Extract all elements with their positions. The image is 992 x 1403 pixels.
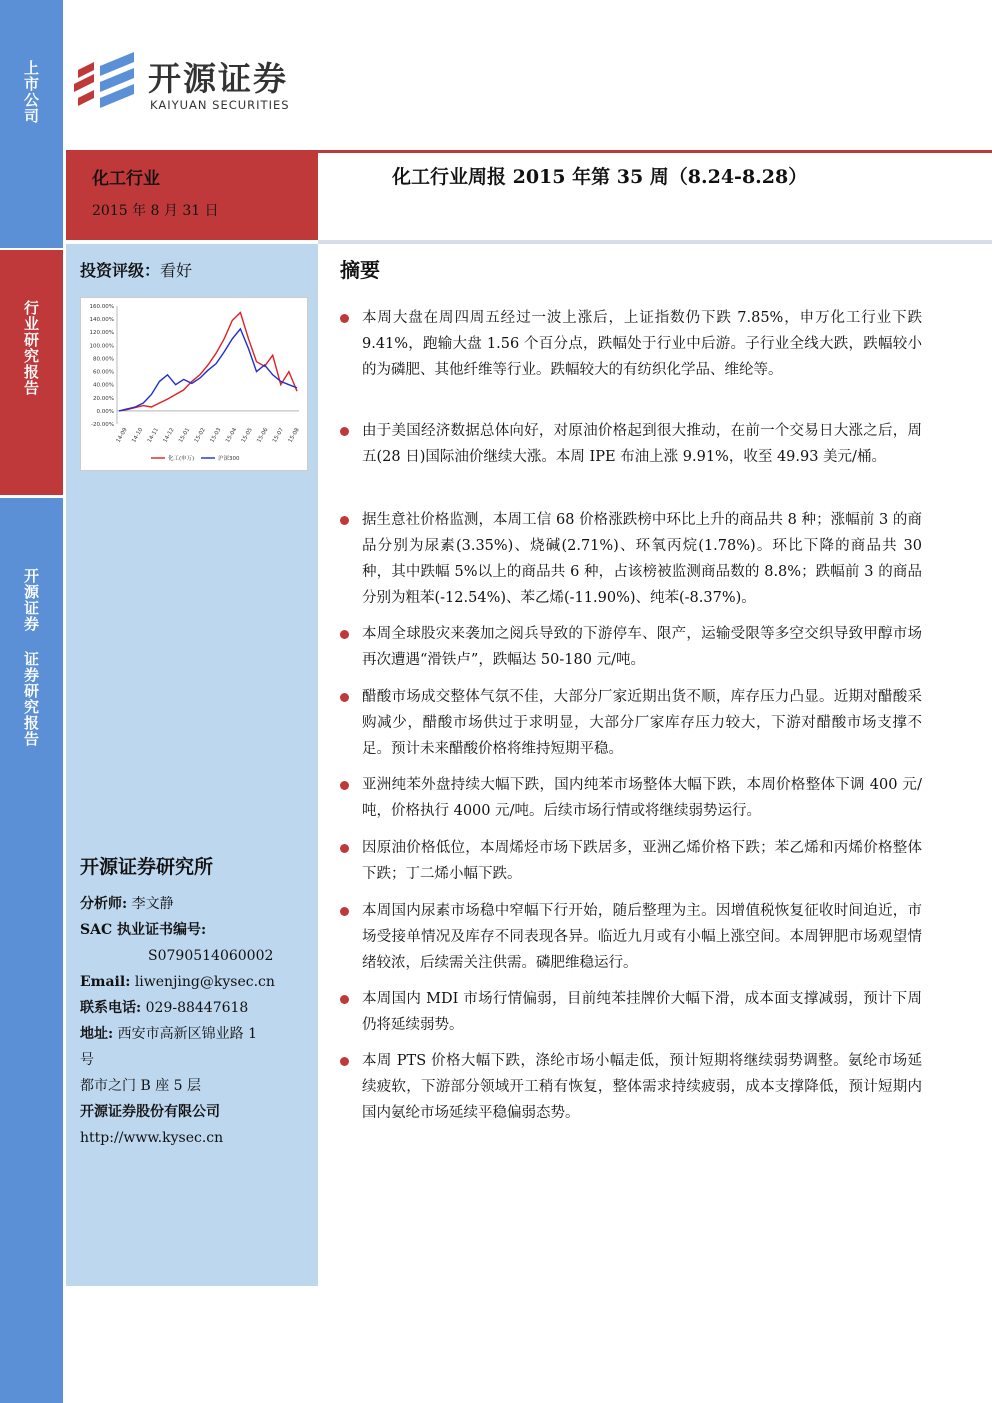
rating-label: 投资评级： xyxy=(80,261,161,280)
logo-chinese-name: 开源证券 xyxy=(148,59,288,98)
summary-bullet xyxy=(340,305,922,383)
summary-bullet xyxy=(340,507,922,611)
address-line1: 西安市高新区锦业路 1 xyxy=(117,1026,257,1042)
sac-label: SAC 执业证书编号: xyxy=(80,922,207,938)
summary-bullet xyxy=(340,986,922,1038)
x-tick-label: 15-08 xyxy=(287,427,301,444)
legend-label: 沪深300 xyxy=(218,456,240,462)
sac-row xyxy=(80,917,206,943)
x-tick-label: 14-11 xyxy=(146,427,161,444)
summary-bullet xyxy=(340,621,922,673)
logo-english-name: KAIYUAN SECURITIES xyxy=(150,98,290,112)
bullet-dot-icon xyxy=(340,907,349,916)
x-tick-label: 15-03 xyxy=(209,427,223,444)
performance-chart xyxy=(80,297,308,471)
institute-name: 开源证券研究所 xyxy=(80,856,214,878)
series-line xyxy=(119,313,297,411)
bullet-dot-icon xyxy=(340,844,349,853)
email-row xyxy=(80,969,275,995)
legend-label: 化工(申万) xyxy=(168,456,195,462)
x-tick-label: 14-12 xyxy=(162,427,176,444)
x-tick-label: 15-02 xyxy=(193,427,207,444)
y-tick-label: 60.00% xyxy=(93,369,114,376)
summary-bullet-text: 本周全球股灾来袭加之阅兵导致的下游停车、限产，运输受限等多空交织导致甲醇市场再次遭遇“滑铁卢”，跌幅达 50-180 元/吨。 xyxy=(362,626,922,668)
x-tick-label: 15-04 xyxy=(224,427,239,444)
analyst-row xyxy=(80,891,174,917)
email-value[interactable]: liwenjing@kysec.cn xyxy=(134,974,275,990)
email-label: Email: xyxy=(80,974,131,990)
address-row xyxy=(80,1021,257,1047)
company-name: 开源证券股份有限公司 xyxy=(80,1104,220,1120)
x-tick-label: 14-09 xyxy=(115,427,129,444)
report-title: 化工行业周报 2015 年第 35 周（8.24-8.28） xyxy=(392,166,808,188)
performance-chart-svg xyxy=(81,298,307,470)
summary-bullet xyxy=(340,898,922,976)
y-tick-label: 40.00% xyxy=(93,382,114,389)
industry-label: 化工行业 xyxy=(92,169,160,189)
website-link[interactable]: http://www.kysec.cn xyxy=(80,1130,224,1146)
side-tab-label: 开源证券 证券研究报告 xyxy=(22,568,40,747)
y-tick-label: 120.00% xyxy=(89,330,114,337)
x-tick-label: 14-10 xyxy=(131,427,145,444)
bullet-dot-icon xyxy=(340,781,349,790)
summary-bullet-text: 本周大盘在周四周五经过一波上涨后，上证指数仍下跌 7.85%，申万化工行业下跌 9.41%，跑输大盘 1.56 个百分点，跌幅处于行业中后游。子行业全线大跌，跌幅较小的为磷肥、其他纤维等行业。跌幅较大的有纺织化学品、维纶等。 xyxy=(362,310,922,378)
address-line3: 都市之门 B 座 5 层 xyxy=(80,1078,201,1094)
x-tick-label: 15-07 xyxy=(271,427,286,444)
summary-bullet xyxy=(340,418,922,470)
x-tick-label: 15-05 xyxy=(240,427,254,444)
summary-bullet-text: 本周国内尿素市场稳中窄幅下行开始，随后整理为主。因增值税恢复征收时间迫近，市场受接单情况及库存不同表现各异。临近九月或有小幅上涨空间。本周钾肥市场观望情绪较浓，后续需关注供需。磷肥维稳运行。 xyxy=(362,903,922,971)
series-line xyxy=(119,329,297,411)
summary-bullet-text: 因原油价格低位，本周烯烃市场下跌居多，亚洲乙烯价格下跌；苯乙烯和丙烯价格整体下跌；丁二烯小幅下跌。 xyxy=(362,840,922,882)
phone-row xyxy=(80,995,248,1021)
summary-bullet-text: 本周 PTS 价格大幅下跌，涤纶市场小幅走低，预计短期将继续弱势调整。氨纶市场延续疲软，下游部分领域开工稍有恢复，整体需求持续疲弱，成本支撑降低，预计短期内国内氨纶市场延续平稳偏弱态势。 xyxy=(362,1053,922,1121)
side-tab-securities-research xyxy=(0,498,63,1403)
y-tick-label: 140.00% xyxy=(89,317,114,324)
analyst-label: 分析师: xyxy=(80,896,128,912)
bullet-dot-icon xyxy=(340,427,349,436)
summary-title: 摘要 xyxy=(340,258,380,282)
summary-bullet xyxy=(340,684,922,762)
investment-rating xyxy=(80,258,192,281)
y-tick-label: 80.00% xyxy=(93,356,114,363)
header-bottom-rule xyxy=(318,240,992,244)
address-label: 地址: xyxy=(80,1026,114,1042)
y-tick-label: 0.00% xyxy=(96,408,114,415)
header-top-rule xyxy=(318,150,992,153)
report-date: 2015 年 8 月 31 日 xyxy=(92,203,219,219)
x-tick-label: 15-06 xyxy=(256,427,270,444)
bullet-dot-icon xyxy=(340,995,349,1004)
bullet-dot-icon xyxy=(340,516,349,525)
sac-number: S0790514060002 xyxy=(148,948,274,964)
bullet-dot-icon xyxy=(340,630,349,639)
summary-bullet-text: 醋酸市场成交整体气氛不佳，大部分厂家近期出货不顺，库存压力凸显。近期对醋酸采购减少，醋酸市场供过于求明显，大部分厂家库存压力较大，下游对醋酸市场支撑不足。预计未来醋酸价格将维持短期平稳。 xyxy=(362,689,922,757)
side-tab-label: 行业研究报告 xyxy=(22,300,40,396)
y-tick-label: 160.00% xyxy=(89,304,114,310)
summary-bullet xyxy=(340,1048,922,1126)
bullet-dot-icon xyxy=(340,1057,349,1066)
bullet-dot-icon xyxy=(340,314,349,323)
x-tick-label: 15-01 xyxy=(178,427,192,444)
y-tick-label: 20.00% xyxy=(93,395,114,402)
analyst-name: 李文静 xyxy=(131,896,174,912)
kaiyuan-logo-icon xyxy=(70,52,140,112)
summary-bullet xyxy=(340,772,922,824)
side-tab-label: 上市公司 xyxy=(22,60,40,124)
summary-bullet-text: 由于美国经济数据总体向好，对原油价格起到很大推动，在前一个交易日大涨之后，周五(28 日)国际油价继续大涨。本周 IPE 布油上涨 9.91%，收至 49.93 美元/桶。 xyxy=(362,423,922,465)
summary-bullet xyxy=(340,835,922,887)
y-tick-label: -20.00% xyxy=(91,422,114,428)
rating-value: 看好 xyxy=(160,261,193,280)
summary-bullet-text: 据生意社价格监测，本周工信 68 价格涨跌榜中环比上升的商品共 8 种；涨幅前 3 的商品分别为尿素(3.35%)、烧碱(2.71%)、环氧丙烷(1.78%)。环比下降的商品共 30 种，其中跌幅 5%以上的商品共 6 种，占该榜被监测商品数的 8.8%；跌幅前 3 的商品分别为粗苯(-12.54%)、苯乙烯(-11.90%)、纯苯(-8.37%)。 xyxy=(362,512,922,606)
y-tick-label: 100.00% xyxy=(89,343,114,350)
side-tab-industry-research xyxy=(0,250,63,495)
address-line2: 号 xyxy=(80,1052,94,1068)
phone-label: 联系电话: xyxy=(80,1000,142,1016)
bullet-dot-icon xyxy=(340,693,349,702)
phone-value: 029-88447618 xyxy=(145,1000,249,1016)
summary-bullet-text: 亚洲纯苯外盘持续大幅下跌，国内纯苯市场整体大幅下跌，本周价格整体下调 400 元/吨，价格执行 4000 元/吨。后续市场行情或将继续弱势运行。 xyxy=(362,777,922,819)
summary-bullet-text: 本周国内 MDI 市场行情偏弱，目前纯苯挂牌价大幅下滑，成本面支撑减弱，预计下周仍将延续弱势。 xyxy=(362,991,922,1033)
side-tab-listed-company xyxy=(0,0,63,248)
